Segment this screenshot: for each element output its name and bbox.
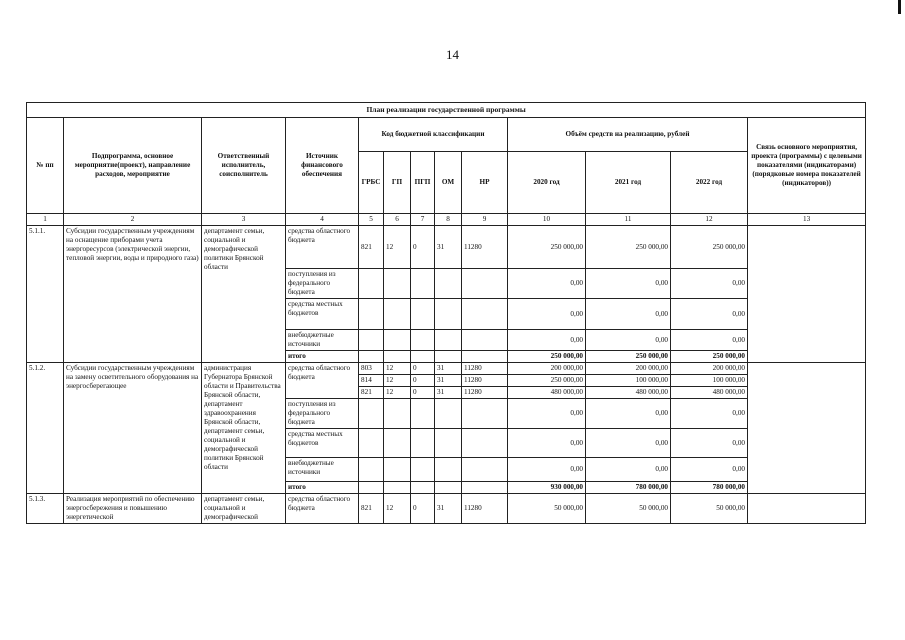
total-2021: 250 000,00 <box>586 351 671 363</box>
value-2022: 0,00 <box>671 399 748 429</box>
column-number-row <box>27 214 866 226</box>
code-nr: 11280 <box>462 226 508 269</box>
title-row <box>27 103 866 118</box>
value-2021: 0,00 <box>586 269 671 299</box>
code-gp: 12 <box>384 363 411 375</box>
code-om: 31 <box>435 226 462 269</box>
code-pgp: 0 <box>411 375 435 387</box>
code-grbs: 821 <box>359 226 384 269</box>
header-no: № пп <box>27 118 64 214</box>
row-name: Субсидии государственным учреждениям на оснащение приборами учета энергоресурсов (электрической энергии, тепловой энергии, воды и природного газа) <box>64 226 202 363</box>
source-extra: внебюджетные источники <box>286 458 359 482</box>
value-2021: 0,00 <box>586 330 671 351</box>
row-link <box>748 363 866 494</box>
value-2020: 0,00 <box>508 299 586 330</box>
table-row <box>27 494 866 524</box>
value-2022: 0,00 <box>671 330 748 351</box>
value-2021: 200 000,00 <box>586 363 671 375</box>
value-2021: 250 000,00 <box>586 226 671 269</box>
value-2020: 0,00 <box>508 330 586 351</box>
header-volume: Объём средств на реализацию, рублей <box>508 118 748 152</box>
source-federal: поступления из федерального бюджета <box>286 269 359 299</box>
row-number: 5.1.3. <box>27 494 64 524</box>
header-2020: 2020 год <box>508 152 586 214</box>
code-om: 31 <box>435 494 462 524</box>
row-responsible: департамент семьи, социальной и демографической политики Брянской области <box>202 226 286 363</box>
total-2020: 930 000,00 <box>508 482 586 494</box>
table-row <box>27 226 866 269</box>
column-number: 13 <box>748 214 866 226</box>
column-number: 6 <box>384 214 411 226</box>
value-2022: 200 000,00 <box>671 363 748 375</box>
code-grbs: 821 <box>359 494 384 524</box>
header-gp: ГП <box>384 152 411 214</box>
value-2020: 0,00 <box>508 399 586 429</box>
column-number: 5 <box>359 214 384 226</box>
value-2022: 250 000,00 <box>671 226 748 269</box>
value-2020: 200 000,00 <box>508 363 586 375</box>
plan-table <box>26 102 866 524</box>
code-nr: 11280 <box>462 363 508 375</box>
source-total: итого <box>286 351 359 363</box>
value-2020: 0,00 <box>508 269 586 299</box>
column-number: 11 <box>586 214 671 226</box>
source-regional: средства областного бюджета <box>286 363 359 399</box>
code-nr: 11280 <box>462 387 508 399</box>
value-2021: 480 000,00 <box>586 387 671 399</box>
code-om: 31 <box>435 375 462 387</box>
source-local: средства местных бюджетов <box>286 299 359 330</box>
row-link <box>748 494 866 524</box>
code-gp: 12 <box>384 226 411 269</box>
row-responsible: администрация Губернатора Брянской области и Правительства Брянской области, департамент здравоохранения Брянской области, департамент семьи, социальной и демографической политики Брянской области <box>202 363 286 494</box>
code-gp: 12 <box>384 387 411 399</box>
value-2022: 100 000,00 <box>671 375 748 387</box>
value-2022: 0,00 <box>671 269 748 299</box>
code-gp: 12 <box>384 375 411 387</box>
total-2021: 780 000,00 <box>586 482 671 494</box>
column-number: 8 <box>435 214 462 226</box>
table-row <box>27 363 866 375</box>
source-total: итого <box>286 482 359 494</box>
value-2020: 250 000,00 <box>508 226 586 269</box>
header-om: ОМ <box>435 152 462 214</box>
source-regional: средства областного бюджета <box>286 226 359 269</box>
edge-mark <box>898 0 901 14</box>
header-responsible: Ответственный исполнитель, соисполнитель <box>202 118 286 214</box>
value-2020: 50 000,00 <box>508 494 586 524</box>
column-number: 7 <box>411 214 435 226</box>
source-regional: средства областного бюджета <box>286 494 359 524</box>
code-gp: 12 <box>384 494 411 524</box>
row-name: Реализация мероприятий по обеспечению энергосбережения и повышению энергетической <box>64 494 202 524</box>
column-number: 1 <box>27 214 64 226</box>
column-number: 3 <box>202 214 286 226</box>
value-2020: 0,00 <box>508 458 586 482</box>
column-number: 10 <box>508 214 586 226</box>
code-nr: 11280 <box>462 494 508 524</box>
value-2021: 0,00 <box>586 299 671 330</box>
table-title: План реализации государственной программы <box>27 103 866 118</box>
code-om: 31 <box>435 363 462 375</box>
value-2022: 0,00 <box>671 429 748 458</box>
value-2022: 0,00 <box>671 299 748 330</box>
code-grbs: 803 <box>359 363 384 375</box>
header-nr: НР <box>462 152 508 214</box>
source-federal: поступления из федерального бюджета <box>286 399 359 429</box>
value-2021: 0,00 <box>586 399 671 429</box>
header-source: Источник финансового обеспечения <box>286 118 359 214</box>
total-2022: 780 000,00 <box>671 482 748 494</box>
code-pgp: 0 <box>411 226 435 269</box>
code-pgp: 0 <box>411 494 435 524</box>
header-subprogram: Подпрограмма, основное мероприятие(проект), направление расходов, мероприятие <box>64 118 202 214</box>
value-2022: 0,00 <box>671 458 748 482</box>
row-name: Субсидии государственным учреждениям на замену осветительного оборудования на энергосберегающее <box>64 363 202 494</box>
column-number: 4 <box>286 214 359 226</box>
column-number: 2 <box>64 214 202 226</box>
header-grbs: ГРБС <box>359 152 384 214</box>
value-2021: 0,00 <box>586 429 671 458</box>
value-2021: 0,00 <box>586 458 671 482</box>
code-grbs: 814 <box>359 375 384 387</box>
value-2021: 50 000,00 <box>586 494 671 524</box>
total-2020: 250 000,00 <box>508 351 586 363</box>
header-pgp: ПГП <box>411 152 435 214</box>
row-responsible: департамент семьи, социальной и демографической <box>202 494 286 524</box>
source-local: средства местных бюджетов <box>286 429 359 458</box>
row-link <box>748 226 866 363</box>
value-2020: 480 000,00 <box>508 387 586 399</box>
code-om: 31 <box>435 387 462 399</box>
value-2022: 480 000,00 <box>671 387 748 399</box>
source-extra: внебюджетные источники <box>286 330 359 351</box>
value-2021: 100 000,00 <box>586 375 671 387</box>
row-number: 5.1.1. <box>27 226 64 363</box>
total-2022: 250 000,00 <box>671 351 748 363</box>
code-pgp: 0 <box>411 363 435 375</box>
header-row <box>27 118 866 152</box>
value-2022: 50 000,00 <box>671 494 748 524</box>
header-2021: 2021 год <box>586 152 671 214</box>
column-number: 12 <box>671 214 748 226</box>
header-budget-code: Код бюджетной классификации <box>359 118 508 152</box>
code-grbs: 821 <box>359 387 384 399</box>
row-number: 5.1.2. <box>27 363 64 494</box>
page-number: 14 <box>446 47 459 62</box>
column-number: 9 <box>462 214 508 226</box>
header-2022: 2022 год <box>671 152 748 214</box>
value-2020: 250 000,00 <box>508 375 586 387</box>
code-nr: 11280 <box>462 375 508 387</box>
header-link: Связь основного мероприятия, проекта (программы) с целевыми показателями (индикаторами) (порядковые номера показателей (индикаторов)) <box>748 118 866 214</box>
value-2020: 0,00 <box>508 429 586 458</box>
code-pgp: 0 <box>411 387 435 399</box>
